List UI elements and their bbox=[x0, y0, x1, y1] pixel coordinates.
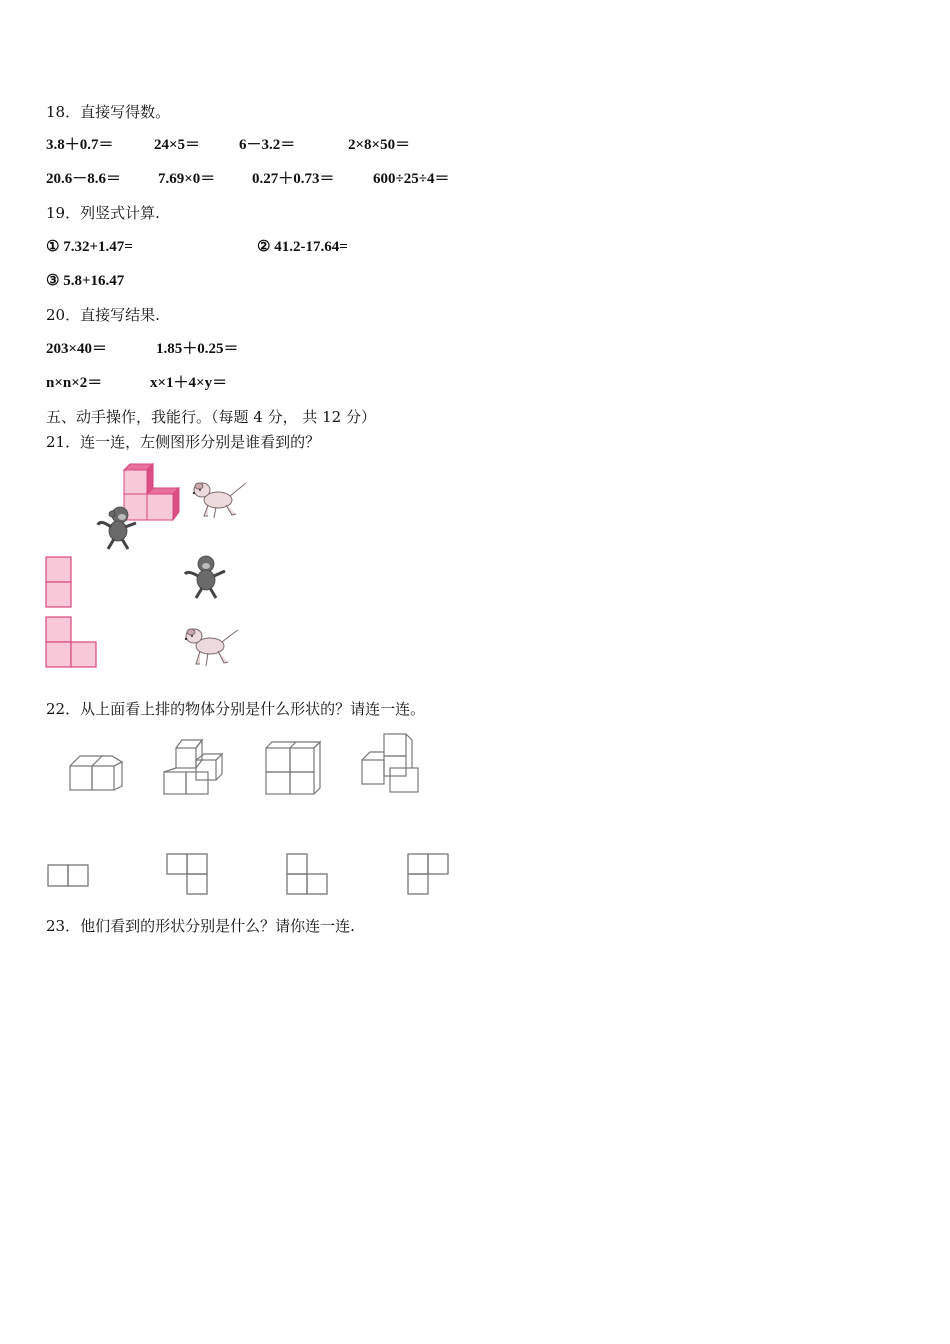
q20-r1-c1: 203×40＝ bbox=[46, 341, 108, 357]
view-shape-l bbox=[45, 616, 99, 669]
top-view-shape-2 bbox=[166, 853, 210, 897]
q23-title: 23．他们看到的形状分别是什么？请你连一连. bbox=[46, 917, 355, 935]
view-shape-vertical bbox=[45, 556, 73, 609]
q18-r2-c1: 20.6－8.6＝ bbox=[46, 171, 122, 187]
dog-icon bbox=[190, 478, 248, 520]
monkey-icon bbox=[182, 554, 228, 600]
q20-r2-c1: n×n×2＝ bbox=[46, 375, 103, 391]
section5-title: 五、动手操作，我能行。（每题 4 分， 共 12 分） bbox=[46, 408, 376, 426]
q19-title: 19．列竖式计算. bbox=[46, 204, 160, 222]
q20-title: 20．直接写结果. bbox=[46, 306, 160, 324]
cube-object-4 bbox=[358, 732, 424, 794]
q18-r2-c4: 600÷25÷4＝ bbox=[373, 171, 450, 187]
q18-r1-c3: 6－3.2＝ bbox=[239, 137, 296, 153]
q22-title: 22．从上面看上排的物体分别是什么形状的？请连一连。 bbox=[46, 700, 426, 718]
q18-r2-c3: 0.27＋0.73＝ bbox=[252, 171, 335, 187]
q20-r2-c2: x×1＋4×y＝ bbox=[150, 375, 228, 391]
cube-object-2 bbox=[162, 736, 226, 798]
q18-r1-c1: 3.8＋0.7＝ bbox=[46, 137, 114, 153]
cube-object-1 bbox=[68, 748, 124, 794]
q19-item1: ① 7.32+1.47= bbox=[46, 239, 133, 255]
q18-r2-c2: 7.69×0＝ bbox=[158, 171, 216, 187]
q18-r1-c4: 2×8×50＝ bbox=[348, 137, 411, 153]
dog-icon bbox=[182, 624, 240, 668]
top-view-shape-4 bbox=[407, 853, 451, 897]
q18-r1-c2: 24×5＝ bbox=[154, 137, 201, 153]
top-view-shape-1 bbox=[47, 864, 91, 888]
cube-object-3 bbox=[264, 740, 322, 796]
q21-title: 21．连一连，左侧图形分别是谁看到的？ bbox=[46, 433, 321, 451]
q19-item2: ② 41.2-17.64= bbox=[257, 239, 348, 255]
monkey-icon bbox=[94, 505, 140, 551]
q20-r1-c2: 1.85＋0.25＝ bbox=[156, 341, 239, 357]
q19-item3: ③ 5.8+16.47 bbox=[46, 273, 125, 289]
top-view-shape-3 bbox=[286, 853, 330, 897]
q18-title: 18．直接写得数。 bbox=[46, 103, 171, 121]
